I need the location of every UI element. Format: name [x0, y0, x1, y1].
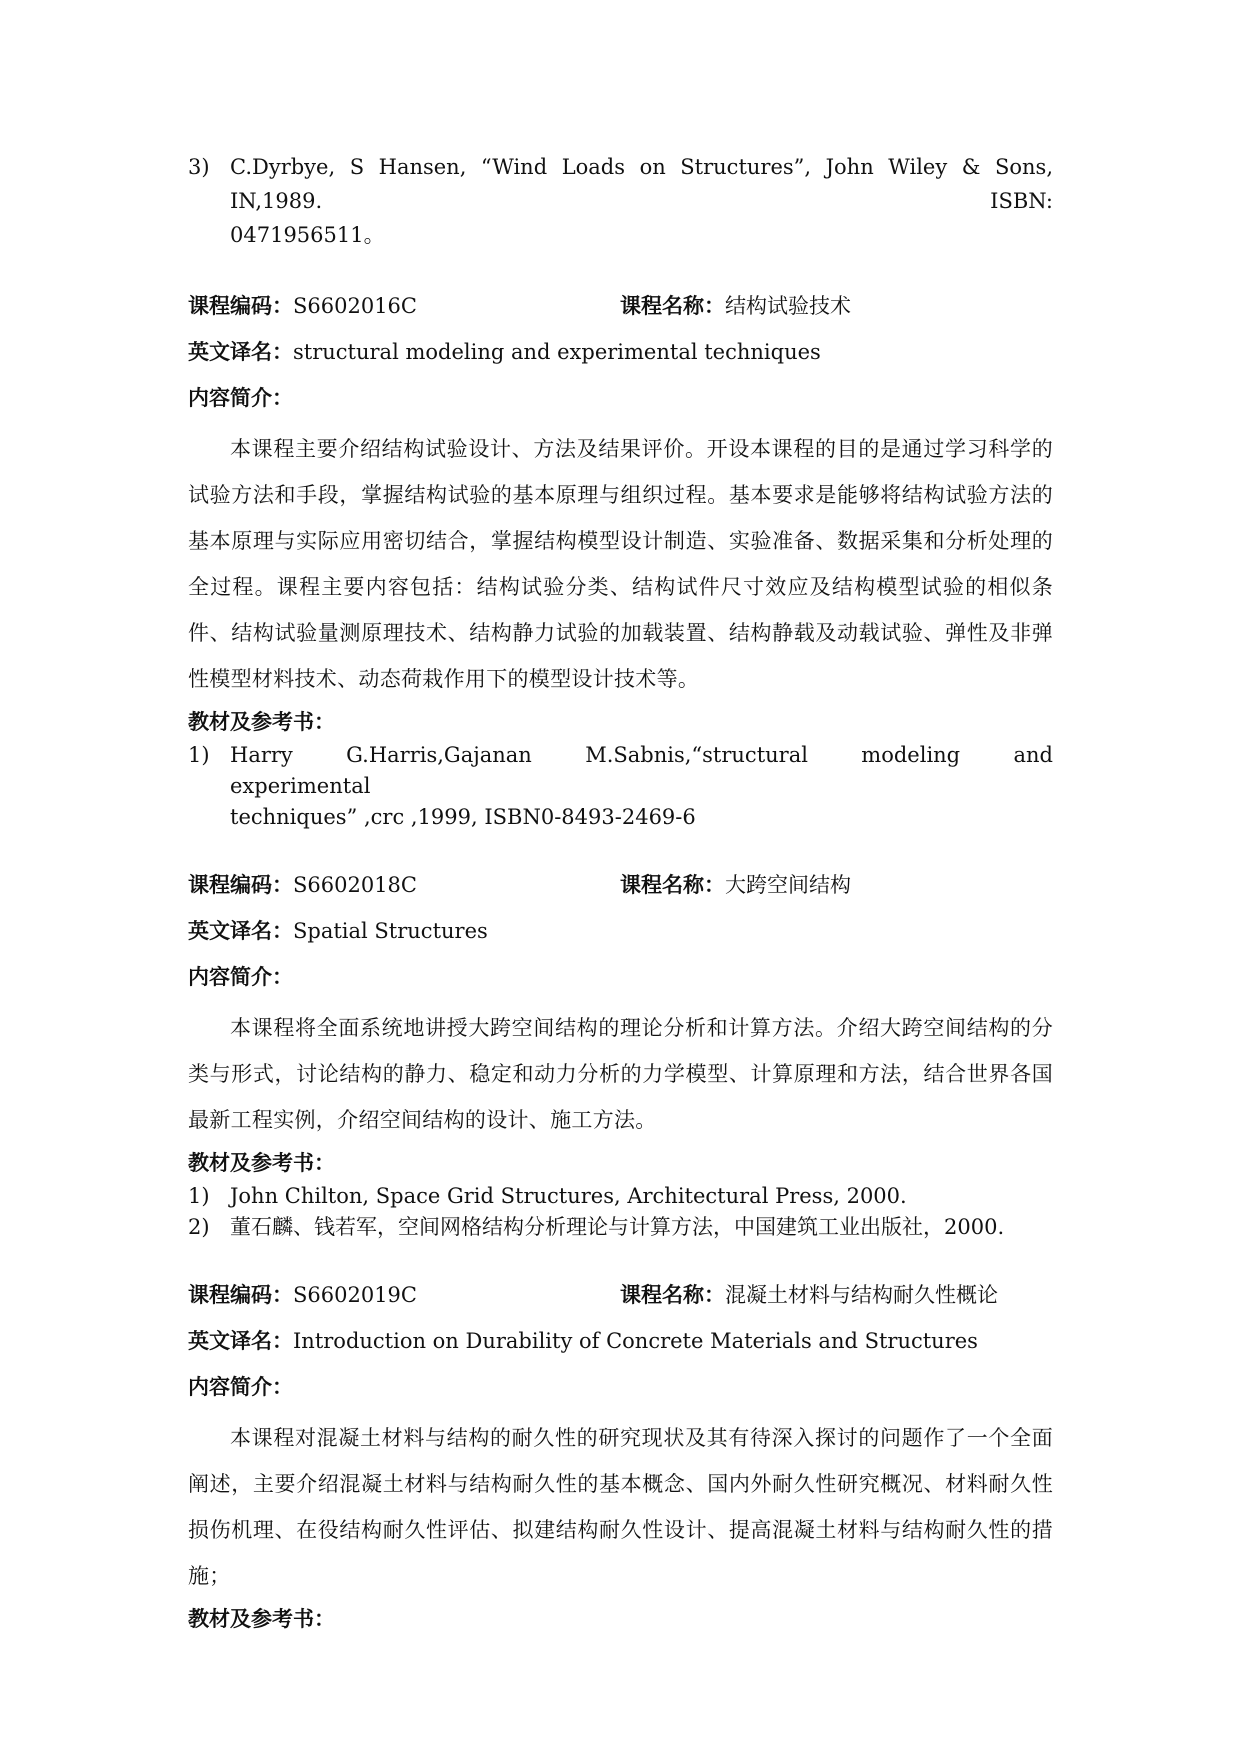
books-label: 教材及参考书： [188, 1607, 335, 1631]
course-header-row [188, 871, 1053, 899]
reference-number: 3) [188, 155, 210, 179]
english-name-label: 英文译名： [188, 340, 293, 364]
intro-label: 内容简介： [188, 965, 293, 989]
reference-item [188, 740, 1053, 833]
intro-heading-row [188, 963, 1053, 991]
course-code-label: 课程编码： [188, 294, 293, 318]
course-code: S6602019C [293, 1283, 417, 1307]
books-heading [188, 1149, 1053, 1177]
intro-label: 内容简介： [188, 386, 293, 410]
reference-number: 1) [188, 1184, 210, 1208]
english-name-row [188, 338, 1053, 366]
reference-text-line: 0471956511。 [230, 223, 385, 247]
course-header-row [188, 292, 1053, 320]
course-code-label: 课程编码： [188, 1283, 293, 1307]
course-name-label: 课程名称： [620, 294, 725, 318]
course-block [188, 1281, 1053, 1633]
intro-heading-row [188, 384, 1053, 412]
course-code-label: 课程编码： [188, 873, 293, 897]
course-block [188, 292, 1053, 833]
course-intro: 本课程对混凝土材料与结构的耐久性的研究现状及其有待深入探讨的问题作了一个全面阐述，主要介绍混凝土材料与结构耐久性的基本概念、国内外耐久性研究概况、材料耐久性损伤机理、在役结构耐久性评估、拟建结构耐久性设计、提高混凝土材料与结构耐久性的措施； [188, 1426, 1053, 1588]
intro-heading-row [188, 1373, 1053, 1401]
reference-text-line: Harry G.Harris,Gajanan M.Sabnis,“structural modeling and experimental [230, 743, 1053, 798]
reference-item [188, 150, 1053, 252]
reference-item [188, 1181, 1053, 1212]
reference-item [188, 1212, 1053, 1243]
english-name: Introduction on Durability of Concrete Materials and Structures [293, 1329, 978, 1353]
english-name: structural modeling and experimental techniques [293, 340, 821, 364]
course-name: 结构试验技术 [725, 294, 851, 318]
reference-list [188, 1181, 1053, 1243]
intro-label: 内容简介： [188, 1375, 293, 1399]
course-intro: 本课程将全面系统地讲授大跨空间结构的理论分析和计算方法。介绍大跨空间结构的分类与形式，讨论结构的静力、稳定和动力分析的力学模型、计算原理和方法，结合世界各国最新工程实例，介绍空间结构的设计、施工方法。 [188, 1016, 1053, 1132]
books-heading [188, 708, 1053, 736]
reference-number: 1) [188, 743, 210, 767]
reference-list [188, 740, 1053, 833]
english-name-row [188, 917, 1053, 945]
english-name-row [188, 1327, 1053, 1355]
course-name-label: 课程名称： [620, 1283, 725, 1307]
course-name-label: 课程名称： [620, 873, 725, 897]
english-name-label: 英文译名： [188, 1329, 293, 1353]
english-name: Spatial Structures [293, 919, 488, 943]
course-code: S6602016C [293, 294, 417, 318]
course-header-row [188, 1281, 1053, 1309]
reference-text-line: 董石麟、钱若军，空间网格结构分析理论与计算方法，中国建筑工业出版社，2000. [230, 1215, 1005, 1239]
english-name-label: 英文译名： [188, 919, 293, 943]
course-intro: 本课程主要介绍结构试验设计、方法及结果评价。开设本课程的目的是通过学习科学的试验方法和手段，掌握结构试验的基本原理与组织过程。基本要求是能够将结构试验方法的基本原理与实际应用密切结合，掌握结构模型设计制造、实验准备、数据采集和分析处理的全过程。课程主要内容包括：结构试验分类、结构试件尺寸效应及结构模型试验的相似条件、结构试验量测原理技术、结构静力试验的加载装置、结构静载及动载试验、弹性及非弹性模型材料技术、动态荷栽作用下的模型设计技术等。 [188, 437, 1053, 691]
books-label: 教材及参考书： [188, 1151, 335, 1175]
books-heading [188, 1605, 1053, 1633]
course-name: 大跨空间结构 [725, 873, 851, 897]
reference-text-line: techniques” ,crc ,1999, ISBN0-8493-2469-6 [230, 805, 696, 829]
reference-text-line: C.Dyrbye, S Hansen, “Wind Loads on Structures”, John Wiley & Sons, IN,1989. ISBN: [230, 155, 1053, 213]
reference-number: 2) [188, 1215, 210, 1239]
course-code: S6602018C [293, 873, 417, 897]
books-label: 教材及参考书： [188, 710, 335, 734]
course-block [188, 871, 1053, 1243]
course-name: 混凝土材料与结构耐久性概论 [725, 1283, 998, 1307]
reference-text-line: John Chilton, Space Grid Structures, Architectural Press, 2000. [230, 1184, 907, 1208]
